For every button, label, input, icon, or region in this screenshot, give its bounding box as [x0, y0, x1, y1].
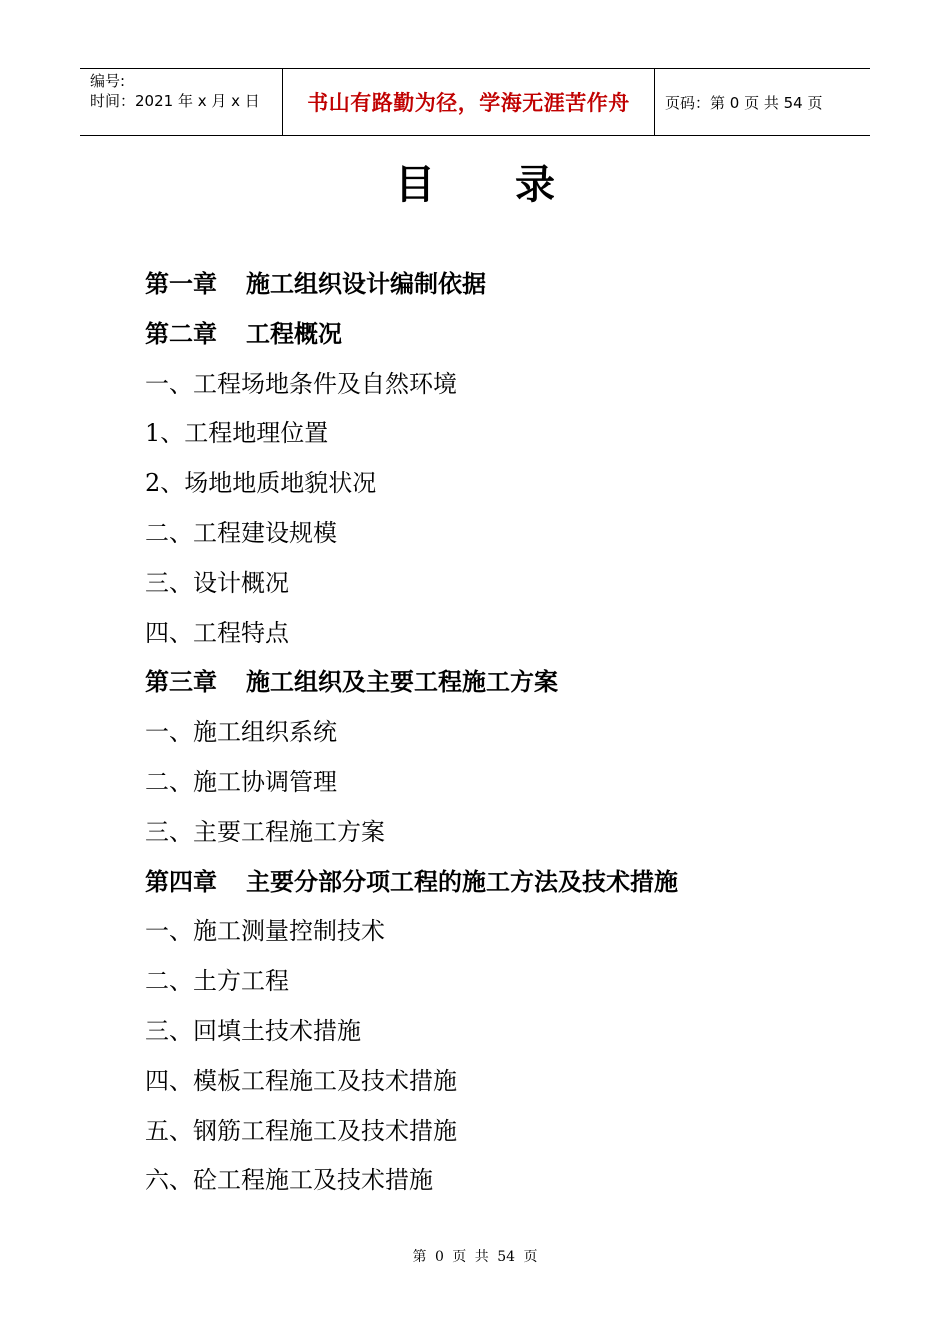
toc-section-entry: 三、回填土技术措施 — [145, 1016, 361, 1045]
header-meta — [80, 69, 282, 135]
header-page-info: 页码：第 0 页 共 54 页 — [665, 93, 823, 112]
chapter-title: 施工组织及主要工程施工方案 — [246, 668, 558, 697]
page-header — [80, 68, 870, 136]
toc-section-entry: 1、工程地理位置 — [145, 419, 329, 448]
chapter-title: 主要分部分项工程的施工方法及技术措施 — [246, 867, 678, 896]
toc-section-entry: 二、工程建设规模 — [145, 518, 337, 547]
toc-section-entry: 一、施工测量控制技术 — [145, 917, 385, 946]
toc-section-entry: 三、设计概况 — [145, 568, 289, 597]
toc-chapter-entry — [145, 310, 865, 360]
page-title: 目录 — [395, 162, 635, 208]
toc-section-entry: 三、主要工程施工方案 — [145, 817, 385, 846]
chapter-number: 第二章 — [145, 319, 217, 348]
header-motto: 书山有路勤为径，学海无涯苦作舟 — [282, 69, 655, 135]
toc-section-entry: 2、场地地质地貌状况 — [145, 469, 377, 498]
code-label: 编号: — [90, 72, 126, 90]
toc-chapter-entry — [145, 260, 865, 310]
toc-section-entry: 四、模板工程施工及技术措施 — [145, 1066, 457, 1095]
toc-section-entry: 一、工程场地条件及自然环境 — [145, 369, 457, 398]
toc-section-entry: 二、土方工程 — [145, 967, 289, 996]
toc-chapter-entry — [145, 858, 865, 908]
toc-section-entry: 四、工程特点 — [145, 618, 289, 647]
chapter-number: 第四章 — [145, 867, 217, 896]
chapter-number: 第三章 — [145, 668, 217, 697]
toc-section-entry: 二、施工协调管理 — [145, 767, 337, 796]
chapter-title: 施工组织设计编制依据 — [246, 270, 486, 298]
toc-section-entry: 一、施工组织系统 — [145, 718, 337, 747]
chapter-number: 第一章 — [145, 270, 217, 298]
toc-chapter-entry — [145, 658, 865, 708]
table-of-contents — [145, 260, 865, 1206]
toc-section-entry: 五、钢筋工程施工及技术措施 — [145, 1116, 457, 1145]
page-footer: 第 0 页 共 54 页 — [412, 1249, 538, 1265]
time-label: 时间：2021 年 x 月 x 日 — [90, 92, 260, 110]
chapter-title: 工程概况 — [246, 319, 342, 348]
toc-section-entry: 六、砼工程施工及技术措施 — [145, 1166, 433, 1195]
